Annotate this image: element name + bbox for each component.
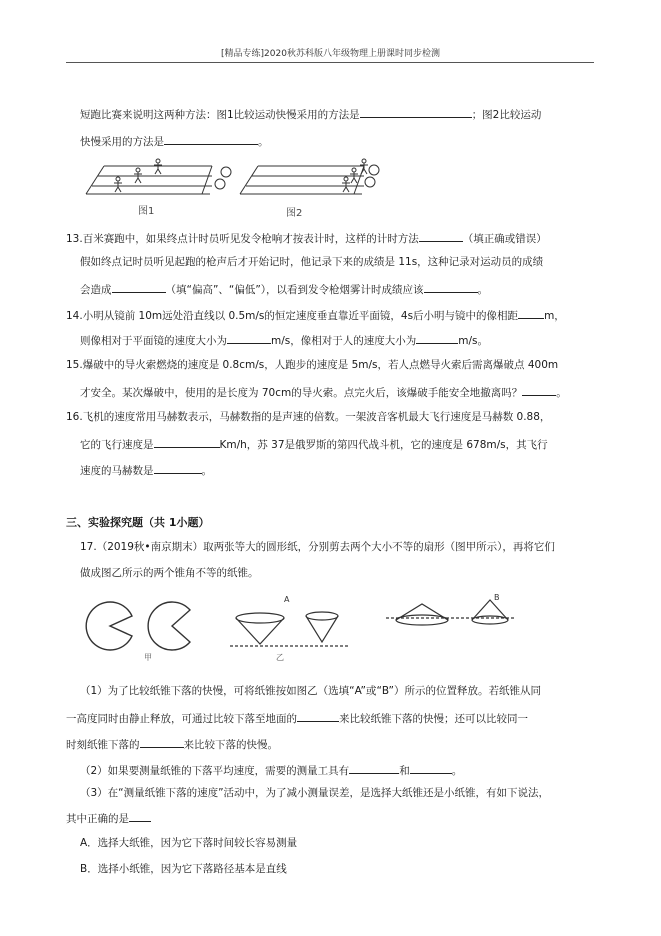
- q17-p3-text-2: 其中正确的是: [66, 813, 129, 825]
- q13-blank-1[interactable]: [419, 230, 463, 242]
- q17-p1-line2: [66, 710, 528, 726]
- q12-line2: [80, 133, 269, 149]
- page-header: [精品专练]2020秋苏科版八年级物理上册课时同步检测: [221, 49, 440, 59]
- fig-label-b: B: [494, 593, 500, 602]
- figure-2-race: [238, 158, 388, 198]
- circle-cut-small: [86, 602, 132, 650]
- q14-blank-3[interactable]: [416, 332, 458, 344]
- figure-paper-cones: [80, 590, 520, 664]
- fig-label-jia: 甲: [144, 653, 152, 662]
- q12-text-2: 快慢采用的方法是: [80, 136, 164, 148]
- q14-text-2c: m/s。: [458, 335, 488, 347]
- q17-p2: [80, 762, 462, 778]
- q15-line2: [80, 384, 567, 400]
- q16-blank-1[interactable]: [154, 436, 220, 448]
- q17-p1-text-3b: 来比较下落的快慢。: [183, 739, 278, 751]
- q17-p1-text-2b: 来比较纸锥下落的快慢；还可以比较同一: [339, 713, 528, 725]
- q14-text-1a: 14.小明从镜前 10m远处沿直线以 0.5m/s的恒定速度垂直靠近平面镜，4s后小明与镜中的像相距: [66, 310, 519, 322]
- q12-text-1a: 短跑比赛来说明这两种方法：图1比较运动快慢采用的方法是: [80, 109, 360, 121]
- header-rule: [66, 62, 594, 63]
- q17-line2: 做成图乙所示的两个锥角不等的纸锥。: [80, 567, 259, 579]
- q17-p2-text-c: 。: [451, 765, 463, 777]
- q13-line1: [66, 230, 547, 246]
- q14-blank-2[interactable]: [227, 332, 271, 344]
- q17-p3-line2: [66, 810, 151, 826]
- q14-text-2a: 则像相对于平面镜的速度大小为: [80, 335, 227, 347]
- q17-p1-line1: （1）为了比较纸锥下落的快慢，可将纸锥按如图乙（选填“A”或“B”）所示的位置释放。若纸锥从同: [80, 685, 541, 697]
- figure-1-caption: 图1: [138, 206, 155, 217]
- q12-blank-2[interactable]: [164, 133, 258, 145]
- q13-text-3a: 会造成: [80, 284, 112, 296]
- q15-line1: 15.爆破中的导火索燃烧的速度是 0.8cm/s，人跑步的速度是 5m/s，若人点燃导火索后需离爆破点 400m: [66, 359, 559, 371]
- q13-line3: [80, 281, 488, 297]
- q16-text-3b: 。: [201, 465, 212, 477]
- q14-text-1b: m，: [544, 310, 565, 322]
- q13-line2: 假如终点记时员听见起跑的枪声后才开始记时，他记录下来的成绩是 11s，这种记录对运动员的成绩: [80, 256, 544, 268]
- q17-blank-5[interactable]: [129, 810, 151, 822]
- q15-blank-1[interactable]: [522, 384, 556, 396]
- q17-blank-4[interactable]: [410, 762, 452, 774]
- q15-text-2a: 才安全。某次爆破中，使用的是长度为 70cm的导火索。点完火后，该爆破手能安全地撤离吗？: [80, 387, 523, 399]
- q17-blank-1[interactable]: [297, 710, 339, 722]
- q13-text-1b: （填正确或错误）: [462, 233, 547, 245]
- q13-text-3b: （填“偏高”、“偏低”），以看到发令枪烟雾计时成绩应该: [165, 284, 424, 296]
- figure-1-race: [84, 158, 244, 198]
- q14-line2: [80, 332, 488, 348]
- q12-text-2-end: 。: [258, 136, 269, 148]
- fig-label-yi: 乙: [276, 653, 284, 662]
- q17-p1-text-2a: 一高度同时由静止释放，可通过比较下落至地面的: [66, 713, 297, 725]
- q14-blank-1[interactable]: [518, 307, 544, 319]
- q13-blank-2[interactable]: [112, 281, 166, 293]
- q16-text-2a: 它的飞行速度是: [80, 439, 154, 451]
- q14-text-2b: m/s，像相对于人的速度大小为: [271, 335, 417, 347]
- q17-line1: 17.（2019秋•南京期末）取两张等大的圆形纸，分别剪去两个大小不等的扇形（图甲所示），再将它们: [80, 541, 555, 553]
- q17-blank-2[interactable]: [140, 736, 184, 748]
- q17-p2-text-a: （2）如果要测量纸锥的下落平均速度，需要的测量工具有: [80, 765, 350, 777]
- q17-p1-line3: [66, 736, 278, 752]
- q17-p2-text-b: 和: [399, 765, 410, 777]
- q17-blank-3[interactable]: [349, 762, 399, 774]
- q16-text-3a: 速度的马赫数是: [80, 465, 154, 477]
- q13-blank-3[interactable]: [424, 281, 478, 293]
- q12-blank-1[interactable]: [360, 106, 472, 118]
- q16-line1: 16.飞机的速度常用马赫数表示，马赫数指的是声速的倍数。一架波音客机最大飞行速度是马赫数 0.88，: [66, 411, 551, 423]
- q16-blank-2[interactable]: [154, 462, 202, 474]
- q16-line2: [80, 436, 548, 452]
- q16-line3: [80, 462, 212, 478]
- q13-text-1a: 13.百米赛跑中，如果终点计时员听见发令枪响才按表计时，这样的计时方法: [66, 233, 419, 245]
- q15-text-2b: 。: [556, 387, 567, 399]
- q13-text-3c: 。: [477, 284, 489, 296]
- section-3-title: 三、实验探究题（共 1小题）: [66, 516, 210, 529]
- q17-p3-line1: （3）在“测量纸锥下落的速度”活动中，为了减小测量误差，是选择大纸锥还是小纸锥，有如下说法，: [80, 787, 550, 799]
- q16-text-2b: Km/h，苏 37是俄罗斯的第四代战斗机，它的速度是 678m/s，其飞行: [219, 439, 548, 451]
- q12-text-1b: ；图2比较运动: [471, 109, 542, 121]
- q17-p1-text-3a: 时刻纸锥下落的: [66, 739, 140, 751]
- q12-line1: [80, 106, 541, 122]
- q17-option-a[interactable]: A．选择大纸锥，因为它下落时间较长容易测量: [80, 837, 298, 849]
- circle-cut-large: [148, 602, 190, 650]
- q17-option-b[interactable]: B．选择小纸锥，因为它下落路径基本是直线: [80, 863, 287, 875]
- fig-label-a: A: [284, 595, 290, 604]
- q14-line1: [66, 307, 565, 323]
- figure-2-caption: 图2: [286, 208, 303, 219]
